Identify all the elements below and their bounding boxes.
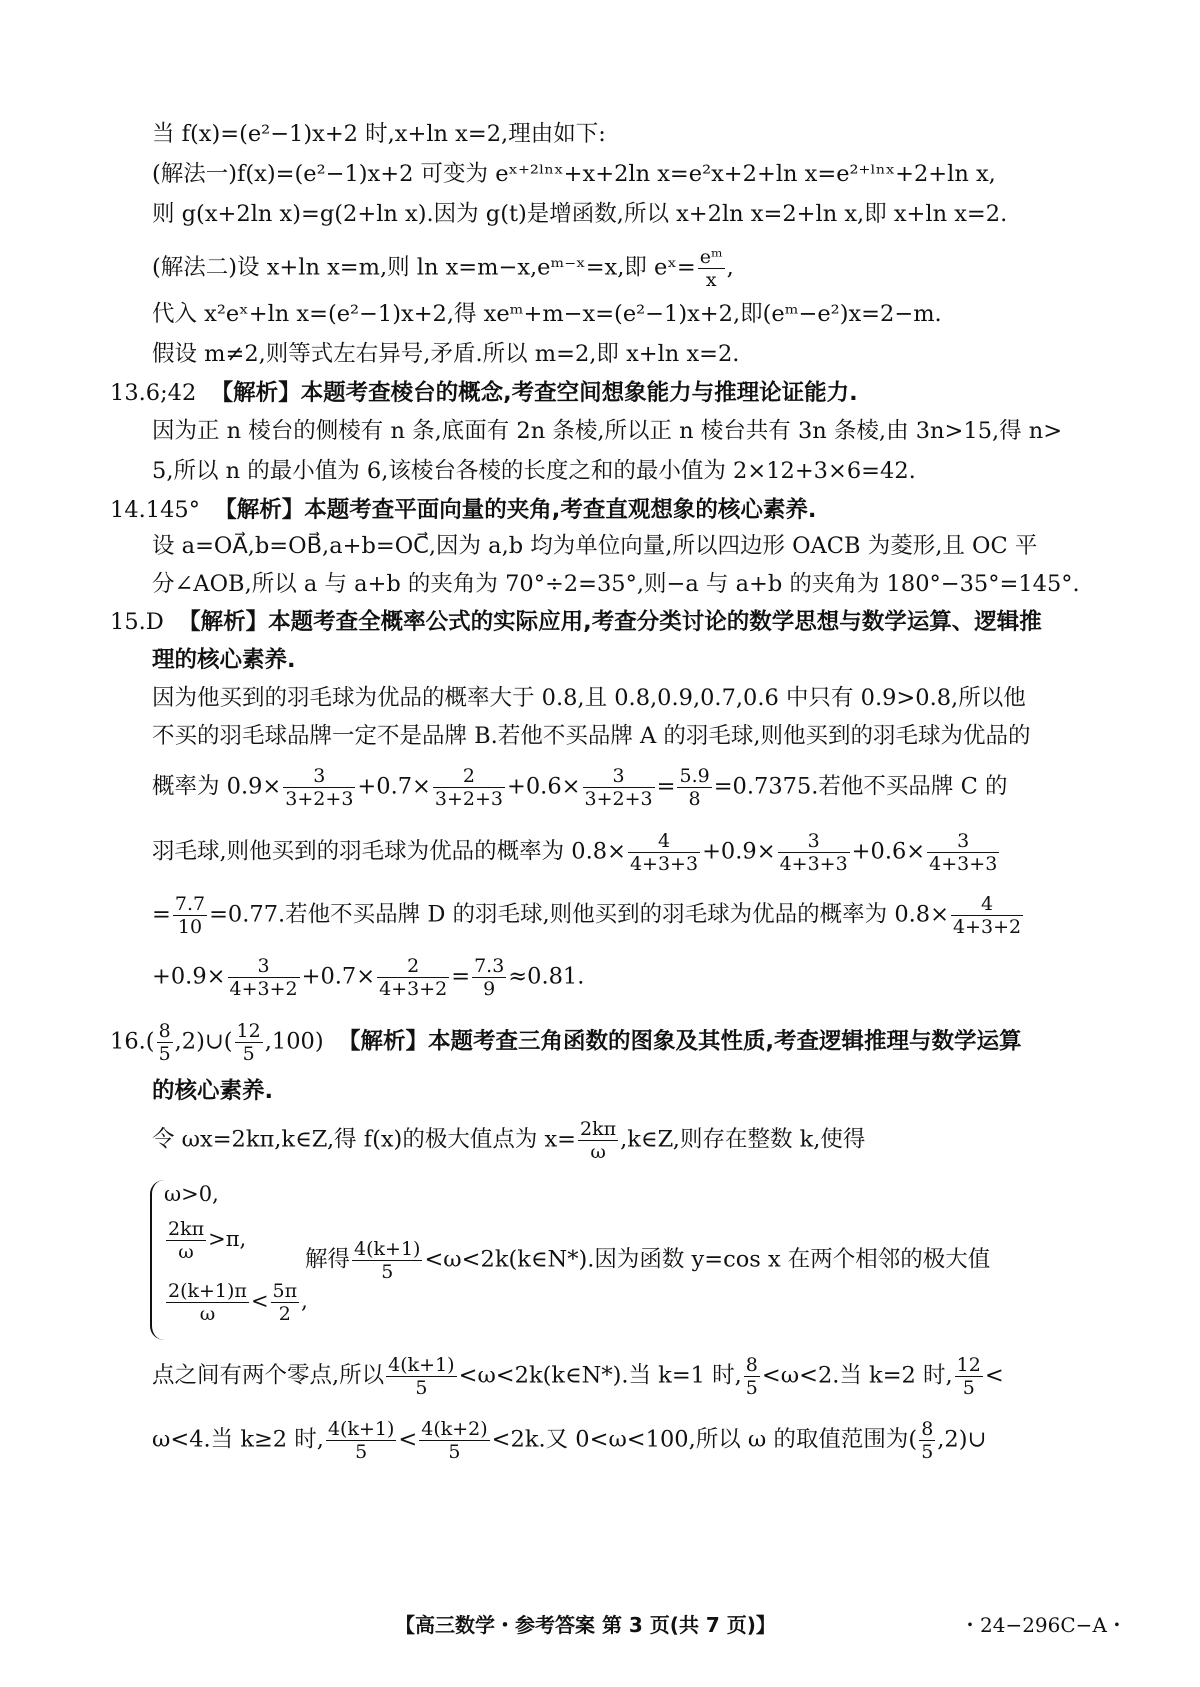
- text-span: 概率为 0.9×: [152, 773, 282, 800]
- denominator: 5: [381, 1261, 394, 1283]
- text-line: 不买的羽毛球品牌一定不是品牌 B.若他不买品牌 A 的羽毛球,则他买到的羽毛球为优品的: [152, 723, 1031, 749]
- fraction: [778, 830, 850, 875]
- denominator: ω: [199, 1303, 216, 1325]
- text-span: +0.6×: [851, 838, 926, 865]
- formula-line: [152, 765, 1100, 810]
- text-line: 设 a=OA⃗,b=OB⃗,a+b=OC⃗,因为 a,b 均为单位向量,所以四边形 OACB 为菱形,且 OC 平: [152, 533, 1038, 559]
- text-span: =: [451, 963, 471, 990]
- denominator: 2: [278, 1303, 291, 1325]
- text-span: <: [984, 1362, 1004, 1389]
- text-line: 理的核心素养.: [152, 647, 296, 673]
- numerator: 5π: [272, 1280, 298, 1302]
- numerator: 4(k+1): [388, 1354, 455, 1376]
- question-16-line: [110, 1020, 1022, 1065]
- fraction: [419, 1418, 489, 1463]
- denominator: 5: [242, 1043, 255, 1065]
- fraction: [166, 1218, 206, 1263]
- fraction: [583, 765, 655, 810]
- fraction: [326, 1418, 396, 1463]
- analysis-tag: 【解析】本题考查全概率公式的实际应用,考查分类讨论的数学思想与数学运算、逻辑推: [178, 609, 1042, 635]
- text-line: (解法一)f(x)=(e²−1)x+2 可变为 eˣ⁺²ˡⁿˣ+x+2ln x=e²x+2+ln x=e²⁺ˡⁿˣ+2+ln x,: [152, 161, 996, 187]
- numerator: 8: [745, 1354, 758, 1376]
- numerator: 3: [583, 765, 655, 788]
- numerator: 7.3: [474, 955, 505, 977]
- fraction: [578, 1118, 618, 1163]
- fraction: [352, 1238, 422, 1283]
- denominator: 9: [483, 978, 496, 1000]
- denominator: 4+3+2: [229, 978, 298, 1000]
- system-row: ω>0,: [164, 1182, 219, 1206]
- numerator: 3: [283, 765, 355, 788]
- text-line: 假设 m≠2,则等式左右异号,矛盾.所以 m=2,即 x+ln x=2.: [152, 341, 740, 367]
- text-span: >π,: [208, 1227, 247, 1251]
- numerator: 2: [377, 955, 449, 978]
- numerator: 12: [236, 1020, 261, 1042]
- numerator: 2kπ: [580, 1118, 617, 1140]
- text-span: +0.9×: [702, 838, 776, 865]
- fraction: [283, 765, 355, 810]
- denominator: 8: [688, 788, 701, 810]
- denominator: 5: [355, 1441, 368, 1463]
- question-13-line: [110, 377, 858, 409]
- text-line: 代入 x²eˣ+ln x=(e²−1)x+2,得 xeᵐ+m−x=(e²−1)x+2,即(eᵐ−e²)x=2−m.: [152, 301, 942, 327]
- numerator: 2kπ: [168, 1218, 205, 1240]
- fraction: [271, 1280, 300, 1325]
- fraction: [951, 893, 1023, 938]
- text-span: +0.7×: [357, 773, 431, 800]
- fraction: [919, 1418, 935, 1463]
- numerator: 3: [228, 955, 300, 978]
- denominator: 5: [962, 1377, 975, 1399]
- numerator: 4(k+1): [327, 1418, 395, 1440]
- denominator: 4+3+3: [629, 853, 699, 875]
- text-span: +0.9×: [152, 963, 226, 990]
- text-span: 令 ωx=2kπ,k∈Z,得 f(x)的极大值点为 x=: [152, 1126, 577, 1153]
- numerator: 4(k+1): [354, 1238, 421, 1260]
- text-span: <ω<2k(k∈N*).当 k=1 时,: [458, 1362, 742, 1389]
- text-span: +0.7×: [301, 963, 376, 990]
- text-span: (解法二)设 x+ln x=m,则 ln x=m−x,eᵐ⁻ˣ=x,即 eˣ=: [152, 254, 696, 281]
- text-span: <: [398, 1426, 418, 1453]
- fraction: [927, 830, 999, 875]
- fraction: [166, 1280, 249, 1325]
- denominator: 10: [177, 916, 203, 938]
- denominator: 5: [158, 1043, 171, 1065]
- denominator: x: [705, 269, 717, 291]
- denominator: 4+3+2: [379, 978, 448, 1000]
- text-span: <ω<2.当 k=2 时,: [761, 1362, 953, 1389]
- denominator: 4+3+3: [929, 853, 998, 875]
- text-span: ≈0.81.: [508, 963, 585, 990]
- denominator: 5: [448, 1441, 461, 1463]
- text-span: ,: [301, 1289, 308, 1313]
- fraction: [377, 955, 449, 1000]
- text-span: =: [152, 901, 171, 928]
- text-span: ,2)∪(: [174, 1028, 233, 1055]
- fraction: [173, 893, 207, 938]
- numerator: 4(k+2): [421, 1418, 488, 1440]
- numerator: 4: [951, 893, 1023, 916]
- numerator: 5.9: [679, 765, 710, 787]
- text-span: ω<4.当 k≥2 时,: [152, 1426, 324, 1453]
- numerator: 8: [158, 1020, 171, 1042]
- formula-line: [152, 955, 1100, 1000]
- denominator: 5: [745, 1377, 758, 1399]
- fraction: [433, 765, 505, 810]
- footer-page-info: 【高三数学・参考答案 第 3 页(共 7 页)】: [395, 1613, 776, 1637]
- analysis-tag: 【解析】本题考查三角函数的图象及其性质,考查逻辑推理与数学运算: [337, 1028, 1022, 1055]
- text-span: 羽毛球,则他买到的羽毛球为优品的概率为 0.8×: [152, 838, 626, 865]
- fraction: [698, 246, 725, 291]
- formula-line: [152, 1118, 1100, 1163]
- text-span: +0.6×: [507, 773, 581, 800]
- text-span: 点之间有两个零点,所以: [152, 1362, 385, 1389]
- text-line: 的核心素养.: [152, 1078, 274, 1104]
- numerator: 7.7: [174, 893, 206, 915]
- fraction: [628, 830, 700, 875]
- question-15-line: [110, 606, 1042, 638]
- numerator: 2(k+1)π: [168, 1280, 247, 1302]
- answer-14: 14.145°: [110, 497, 200, 523]
- text-span: ,100): [264, 1028, 324, 1055]
- numerator: 12: [956, 1354, 981, 1376]
- denominator: 3+2+3: [434, 788, 504, 810]
- numerator: 3: [778, 830, 850, 853]
- text-line: 则 g(x+2ln x)=g(2+ln x).因为 g(t)是增函数,所以 x+2ln x=2+ln x,即 x+ln x=2.: [152, 201, 1008, 227]
- text-line: 分∠AOB,所以 a 与 a+b 的夹角为 70°÷2=35°,则−a 与 a+b 的夹角为 180°−35°=145°.: [152, 571, 1080, 597]
- text-span: <: [250, 1289, 269, 1313]
- text-span: <ω<2k(k∈N*).因为函数 y=cos x 在两个相邻的极大值: [424, 1246, 991, 1273]
- denominator: 5: [415, 1377, 428, 1399]
- text-span: ,: [726, 254, 734, 281]
- fraction: [677, 765, 711, 810]
- text-line: 当 f(x)=(e²−1)x+2 时,x+ln x=2,理由如下:: [152, 121, 606, 147]
- text-span: =: [656, 773, 676, 800]
- denominator: ω: [178, 1241, 194, 1263]
- formula-line: [152, 893, 1100, 938]
- formula-line: [152, 1354, 1100, 1399]
- numerator: 3: [927, 830, 999, 853]
- fraction: [235, 1020, 263, 1065]
- denominator: 4+3+3: [779, 853, 848, 875]
- formula-line: [152, 1418, 1100, 1463]
- answer-15: 15.D: [110, 609, 164, 635]
- numerator: eᵐ: [699, 246, 723, 268]
- analysis-tag: 【解析】本题考查平面向量的夹角,考查直观想象的核心素养.: [214, 497, 817, 523]
- text-span: =0.7375.若他不买品牌 C 的: [713, 773, 1008, 800]
- denominator: 4+3+2: [952, 916, 1022, 938]
- text-span: 解得: [305, 1246, 351, 1273]
- text-span: =0.77.若他不买品牌 D 的羽毛球,则他买到的羽毛球为优品的概率为 0.8×: [209, 901, 949, 928]
- footer-doc-code: ・24−296C−A・: [960, 1613, 1127, 1637]
- formula-line: [305, 1238, 990, 1283]
- text-line: 5,所以 n 的最小值为 6,该棱台各棱的长度之和的最小值为 2×12+3×6=42.: [152, 458, 916, 484]
- denominator: 3+2+3: [584, 788, 653, 810]
- text-span: ,2)∪: [937, 1426, 987, 1453]
- fraction: [386, 1354, 456, 1399]
- fraction: [744, 1354, 760, 1399]
- answer-13: 13.6;42: [110, 380, 197, 406]
- text-span: 16.(: [110, 1028, 155, 1055]
- text-line: 因为正 n 棱台的侧棱有 n 条,底面有 2n 条棱,所以正 n 棱台共有 3n 条棱,由 3n>15,得 n>: [152, 418, 1063, 444]
- denominator: 5: [921, 1441, 934, 1463]
- fraction: [157, 1020, 173, 1065]
- text-span: ,k∈Z,则存在整数 k,使得: [620, 1126, 866, 1153]
- formula-line: [152, 830, 1100, 875]
- system-row: [164, 1218, 246, 1263]
- analysis-tag: 【解析】本题考查棱台的概念,考查空间想象能力与推理论证能力.: [210, 380, 858, 406]
- fraction: [955, 1354, 983, 1399]
- fraction: [228, 955, 300, 1000]
- denominator: ω: [590, 1141, 606, 1163]
- text-span: <2k.又 0<ω<100,所以 ω 的取值范围为(: [491, 1426, 918, 1453]
- numerator: 2: [433, 765, 505, 788]
- text-line: 因为他买到的羽毛球为优品的概率大于 0.8,且 0.8,0.9,0.7,0.6 中只有 0.9>0.8,所以他: [152, 685, 1026, 711]
- fraction: [472, 955, 506, 1000]
- system-row: [164, 1280, 308, 1325]
- question-14-line: [110, 494, 816, 526]
- numerator: 8: [921, 1418, 934, 1440]
- text-line: [152, 246, 1100, 291]
- numerator: 4: [628, 830, 700, 853]
- denominator: 3+2+3: [285, 788, 354, 810]
